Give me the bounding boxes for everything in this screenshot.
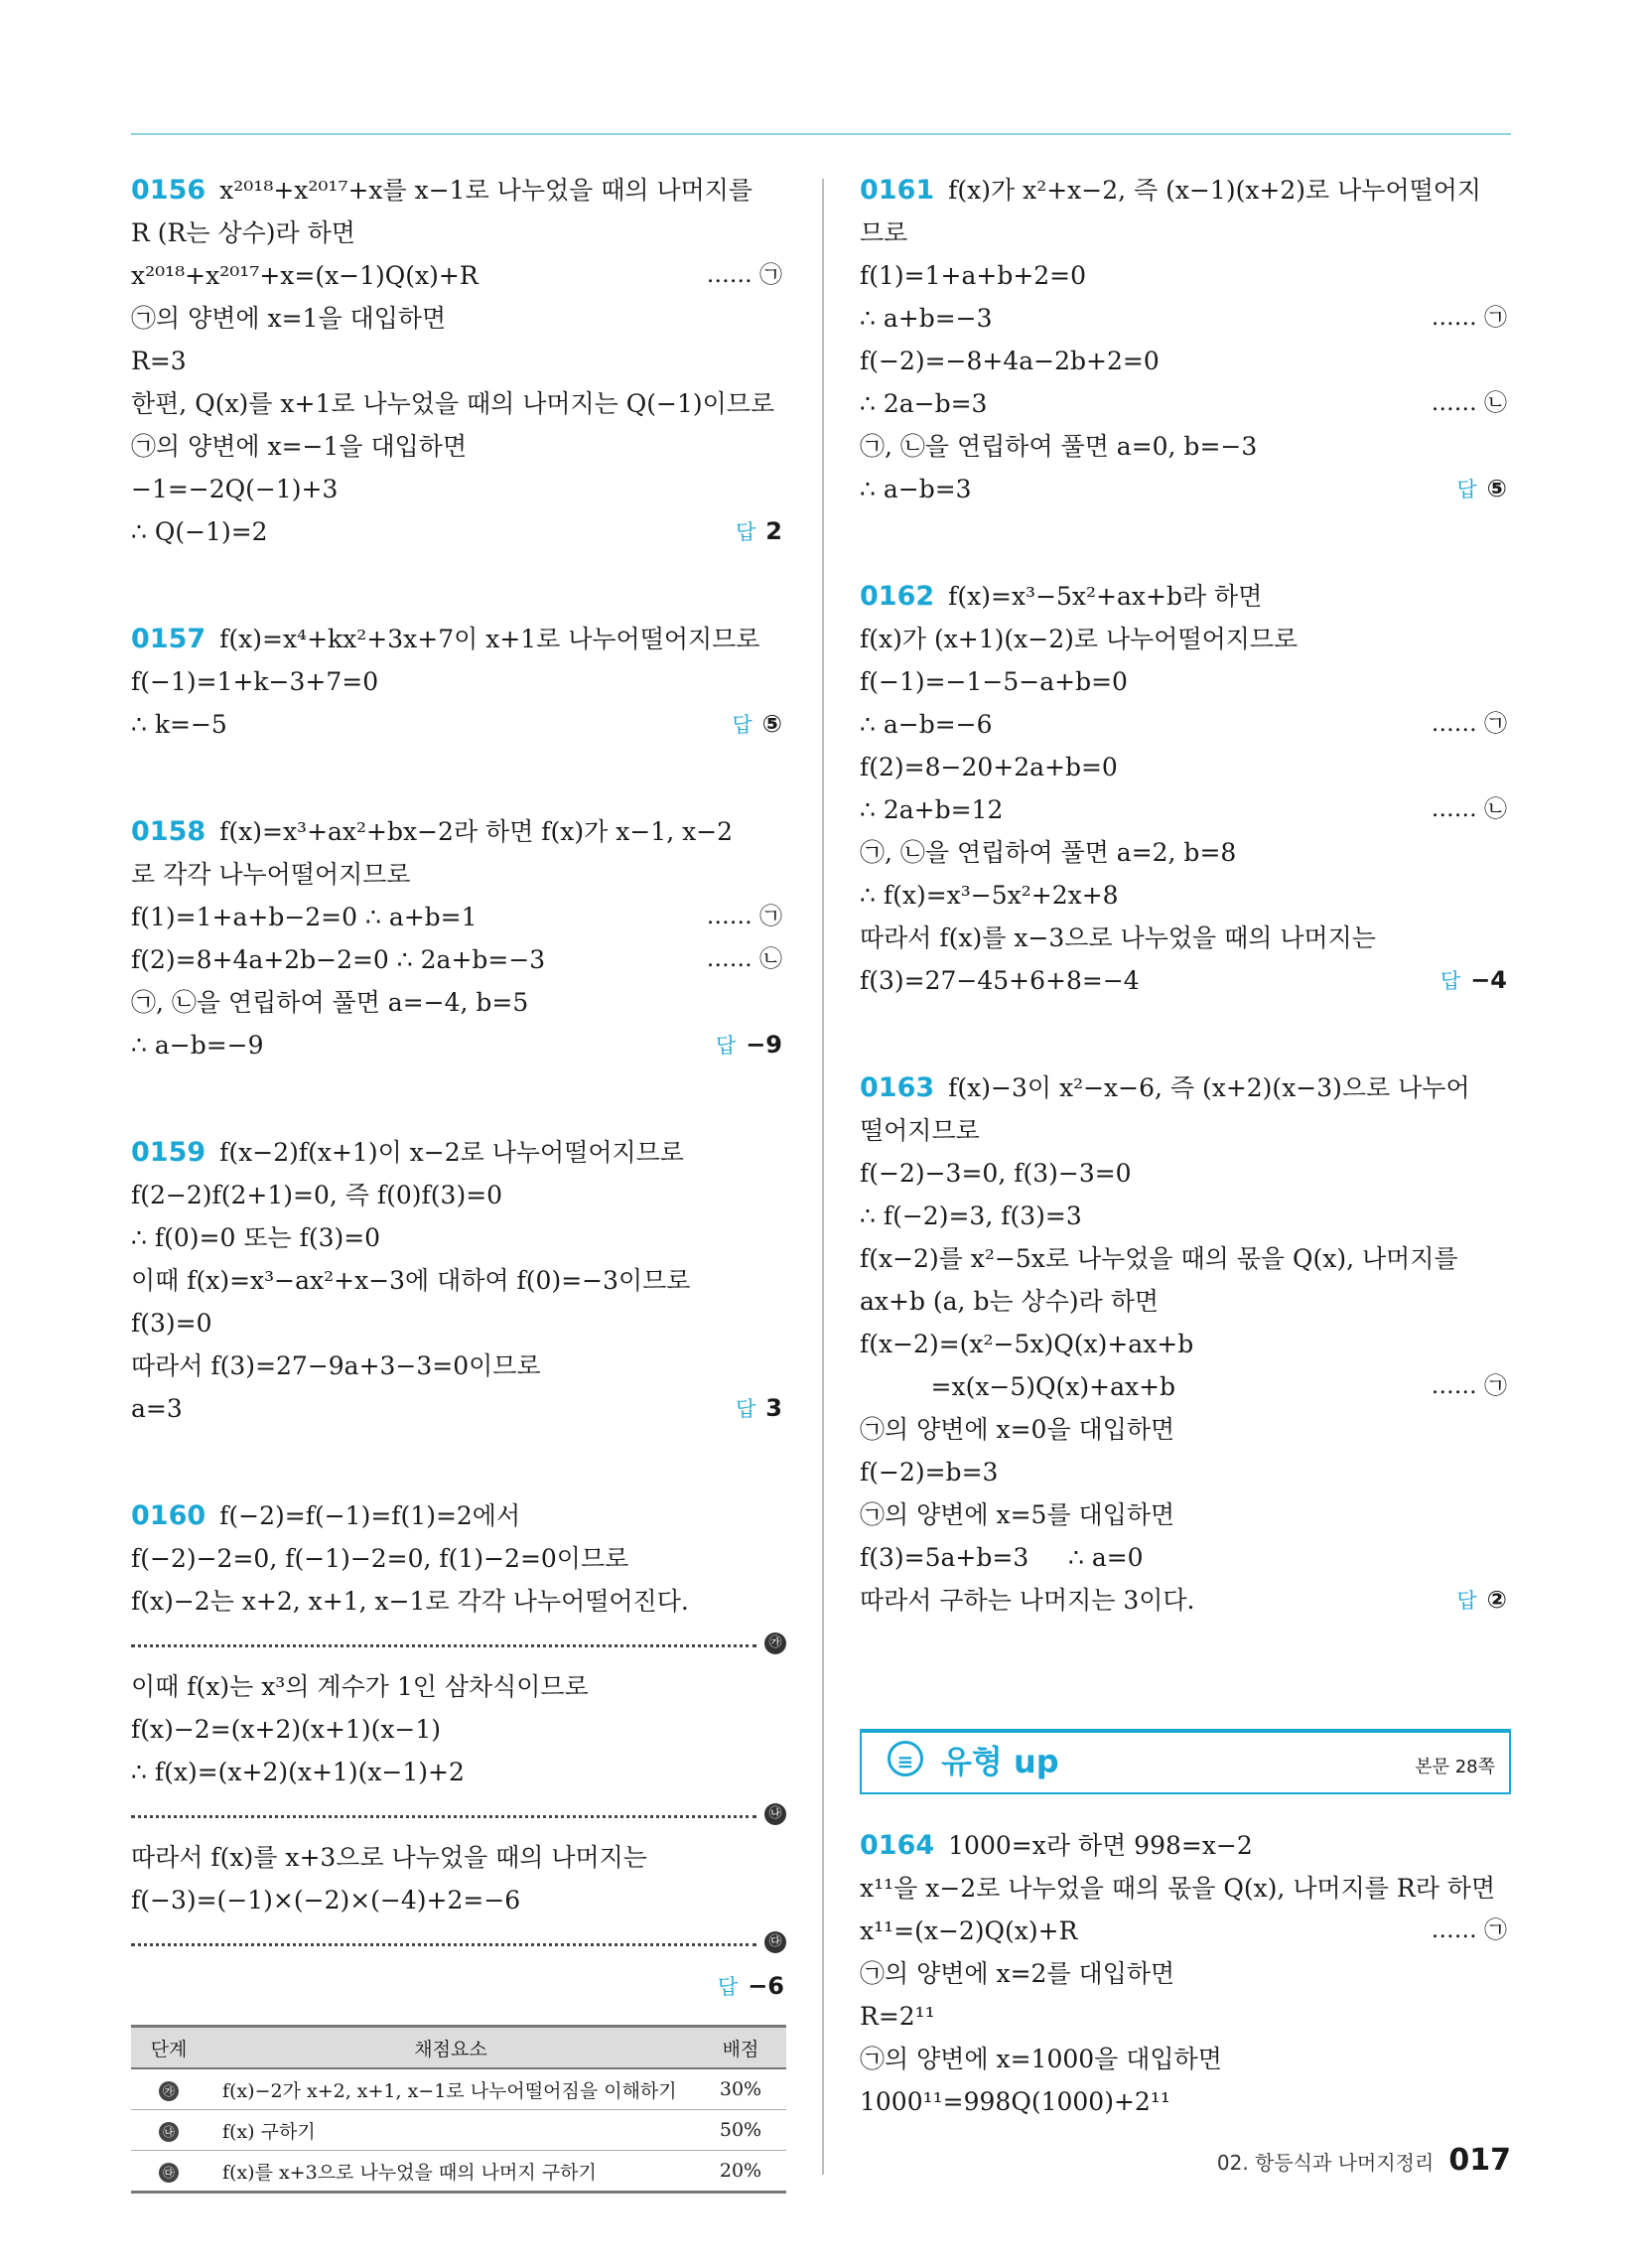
column-divider [822,179,824,2175]
solution-line: f(x)=x³+ax²+bx−2라 하면 f(x)가 x−1, x−2 [219,817,734,846]
problem-number: 0156 [131,175,206,206]
problem-number: 0160 [131,1500,206,1531]
solution-line: f(−2)−2=0, f(−1)−2=0, f(1)−2=0이므로 [131,1544,629,1573]
solution-line: −1=−2Q(−1)+3 [131,475,339,503]
solution-line: ㉠의 양변에 x=5를 대입하면 [860,1500,1175,1529]
solution-line: a=3 [131,1394,183,1423]
scoring-points: 30% [695,2068,786,2110]
type-up-header [860,1729,1511,1794]
solution-line: f(x−2)=(x²−5x)Q(x)+ax+b [860,1330,1194,1358]
problem-0163 [860,1066,1511,1622]
solution-line: ∴ a+b=−3 [860,304,993,333]
solution-line: 1000¹¹=998Q(1000)+2¹¹ [860,2087,1170,2116]
solution-line: ∴ Q(−1)=2 [131,517,268,546]
page-number: 017 [1448,2143,1511,2178]
scoring-item: f(x)−2가 x+2, x+1, x−1로 나누어떨어짐을 이해하기 [206,2068,695,2110]
answer-label: 답 [1456,478,1477,501]
equation-marker: …… ㉠ [706,262,782,288]
solution-line: ㉠의 양변에 x=1000을 대입하면 [860,2045,1222,2073]
solution-line: f(x)−2는 x+2, x+1, x−1로 각각 나누어떨어진다. [131,1587,689,1616]
answer-label: 답 [736,1397,756,1421]
solution-line: f(x)가 x²+x−2, 즉 (x−1)(x+2)로 나누어떨어지 [948,176,1482,205]
problem-0162 [860,575,1511,1002]
problem-0161 [860,169,1511,510]
solution-line: f(2)=8+4a+2b−2=0 ∴ 2a+b=−3 [131,945,546,974]
solution-line: ∴ f(x)=x³−5x²+2x+8 [860,881,1119,910]
equation-marker: …… ㉠ [1431,305,1507,331]
problem-0157 [131,618,786,746]
solution-line: ∴ 2a−b=3 [860,389,988,418]
solution-line: ∴ f(x)=(x+2)(x+1)(x−1)+2 [131,1758,465,1786]
step-badge: ㉯ [764,1803,786,1825]
problem-0160 [131,1494,786,2007]
answer-label: 답 [717,1975,739,1999]
solution-line: f(3)=5a+b=3 ∴ a=0 [860,1543,1144,1572]
solution-line: f(1)=1+a+b+2=0 [860,261,1087,290]
solution-line: f(−2)=f(−1)=f(1)=2에서 [219,1501,521,1530]
problem-0158 [131,810,786,1066]
problem-0159 [131,1131,786,1430]
answer-label: 답 [736,520,756,544]
solution-line: 따라서 f(x)를 x−3으로 나누었을 때의 나머지는 [860,923,1376,952]
equation-marker: …… ㉡ [1431,390,1507,416]
answer-label: 답 [732,713,753,737]
problem-number: 0164 [860,1830,935,1861]
step-badge: ㉮ [159,2081,179,2101]
problem-number: 0161 [860,175,935,206]
step-separator [131,1793,786,1836]
solution-line: x¹¹을 x−2로 나누었을 때의 몫을 Q(x), 나머지를 R라 하면 [860,1874,1496,1903]
solution-line: f(2−2)f(2+1)=0, 즉 f(0)f(3)=0 [131,1181,503,1209]
solution-line: f(x)가 (x+1)(x−2)로 나누어떨어지므로 [860,625,1299,653]
solution-line: f(−1)=−1−5−a+b=0 [860,667,1128,696]
solution-line: 따라서 f(x)를 x+3으로 나누었을 때의 나머지는 [131,1843,647,1872]
table-header: 채점요소 [206,2027,695,2069]
solution-line: ㉠, ㉡을 연립하여 풀면 a=2, b=8 [860,838,1237,867]
problem-number: 0158 [131,816,206,847]
solution-line: ㉠의 양변에 x=1을 대입하면 [131,304,447,333]
solution-line: f(1)=1+a+b−2=0 ∴ a+b=1 [131,903,478,931]
chapter-title: 02. 항등식과 나머지정리 [1216,2151,1435,2175]
solution-line: f(x)=x⁴+kx²+3x+7이 x+1로 나누어떨어지므로 [219,625,760,653]
scoring-item: f(x)를 x+3으로 나누었을 때의 나머지 구하기 [206,2151,695,2193]
solution-line: R (R는 상수)라 하면 [131,218,355,247]
solution-line: 1000=x라 하면 998=x−2 [948,1831,1253,1860]
solution-line: 따라서 구하는 나머지는 3이다. [860,1586,1195,1615]
answer-value: 2 [765,517,782,545]
solution-line: ㉠의 양변에 x=−1을 대입하면 [131,432,468,461]
solution-line: ㉠의 양변에 x=2를 대입하면 [860,1959,1175,1988]
answer-value: ② [1486,1586,1507,1614]
page-footer [1217,2143,1511,2178]
problem-number: 0163 [860,1072,935,1103]
solution-line: ∴ a−b=3 [860,475,972,503]
table-row [131,2151,786,2193]
solution-line: f(x−2)f(x+1)이 x−2로 나누어떨어지므로 [219,1138,684,1167]
problem-number: 0157 [131,624,206,654]
problem-number: 0162 [860,581,935,612]
solution-line: f(x)−3이 x²−x−6, 즉 (x+2)(x−3)으로 나누어 [948,1073,1470,1102]
solution-line: ∴ f(−2)=3, f(3)=3 [860,1202,1082,1230]
step-badge: ㉮ [764,1632,786,1654]
step-badge: ㉯ [159,2122,179,2142]
step-separator [131,1921,786,1964]
solution-line: R=2¹¹ [860,2002,935,2031]
solution-line: f(x−2)를 x²−5x로 나누었을 때의 몫을 Q(x), 나머지를 [860,1244,1458,1273]
solution-line: ax+b (a, b는 상수)라 하면 [860,1287,1160,1316]
solution-line: ∴ a−b=−9 [131,1031,264,1060]
solution-line: f(−3)=(−1)×(−2)×(−4)+2=−6 [131,1886,521,1914]
problem-number: 0159 [131,1137,206,1168]
problem-0156 [131,169,786,553]
type-up-title: 유형 up [941,1737,1071,1782]
solution-line: x²⁰¹⁸+x²⁰¹⁷+x=(x−1)Q(x)+R [131,261,479,290]
solution-line: 이때 f(x)는 x³의 계수가 1인 삼차식이므로 [131,1672,589,1701]
answer-label: 답 [1456,1589,1477,1613]
answer-label: 답 [715,1034,737,1058]
solution-line: 므로 [860,218,908,247]
solution-line: f(−2)−3=0, f(3)−3=0 [860,1159,1132,1188]
solution-line: 따라서 f(3)=27−9a+3−3=0이므로 [131,1351,541,1380]
solution-line: ∴ f(0)=0 또는 f(3)=0 [131,1223,381,1252]
solution-line: 떨어지므로 [860,1116,980,1145]
solution-line: ∴ 2a+b=12 [860,795,1004,824]
solution-line: 로 각각 나누어떨어지므로 [131,860,411,889]
table-row [131,2110,786,2151]
book-icon: ≡ [888,1741,923,1776]
solution-line: f(x)=x³−5x²+ax+b라 하면 [948,582,1263,611]
solution-line: f(x)−2=(x+2)(x+1)(x−1) [131,1715,442,1744]
solution-line: f(3)=0 [131,1309,212,1338]
scoring-points: 20% [695,2151,786,2193]
solution-line: 이때 f(x)=x³−ax²+x−3에 대하여 f(0)=−3이므로 [131,1266,691,1295]
problem-0164 [860,1824,1511,2123]
answer-value: ⑤ [1486,475,1507,502]
step-badge: ㉰ [764,1931,786,1953]
equation-marker: …… ㉡ [1431,796,1507,822]
equation-marker: …… ㉠ [1431,711,1507,737]
solution-line: R=3 [131,347,187,375]
solution-line: x²⁰¹⁸+x²⁰¹⁷+x를 x−1로 나누었을 때의 나머지를 [219,176,753,205]
equation-marker: …… ㉠ [1431,1373,1507,1399]
table-row [131,2068,786,2110]
answer-value: 3 [765,1394,782,1422]
solution-line: f(−1)=1+k−3+7=0 [131,667,379,696]
answer-value: −4 [1470,966,1507,994]
type-up-reference: 본문 28쪽 [1415,1757,1495,1777]
solution-line: ∴ a−b=−6 [860,710,993,739]
solution-line: ∴ k=−5 [131,710,227,739]
scoring-points: 50% [695,2110,786,2151]
answer-value: −6 [748,1972,784,2000]
solution-line: ㉠의 양변에 x=0을 대입하면 [860,1415,1175,1444]
equation-marker: …… ㉡ [706,946,782,972]
solution-line: f(−2)=b=3 [860,1458,999,1487]
solution-line: 한편, Q(x)를 x+1로 나누었을 때의 나머지는 Q(−1)이므로 [131,389,775,418]
scoring-table [131,2025,786,2194]
scoring-item: f(x) 구하기 [206,2110,695,2151]
right-column [860,169,1511,2123]
equation-marker: …… ㉠ [706,904,782,929]
answer-label: 답 [1439,969,1461,993]
answer-value: −9 [746,1031,782,1059]
step-separator [131,1623,786,1665]
step-badge: ㉰ [159,2163,179,2183]
answer-value: ⑤ [761,710,782,738]
solution-line: f(−2)=−8+4a−2b+2=0 [860,347,1160,375]
solution-line: f(2)=8−20+2a+b=0 [860,753,1118,781]
table-header: 단계 [131,2027,206,2069]
solution-line: x¹¹=(x−2)Q(x)+R [860,1916,1078,1945]
solution-line: ㉠, ㉡을 연립하여 풀면 a=0, b=−3 [860,432,1258,461]
solution-line: f(3)=27−45+6+8=−4 [860,966,1140,995]
equation-marker: …… ㉠ [1431,1917,1507,1943]
table-header: 배점 [695,2027,786,2069]
solution-line: =x(x−5)Q(x)+ax+b [860,1372,1176,1401]
left-column [131,169,786,2194]
top-rule [131,133,1511,135]
solution-line: ㉠, ㉡을 연립하여 풀면 a=−4, b=5 [131,988,529,1017]
